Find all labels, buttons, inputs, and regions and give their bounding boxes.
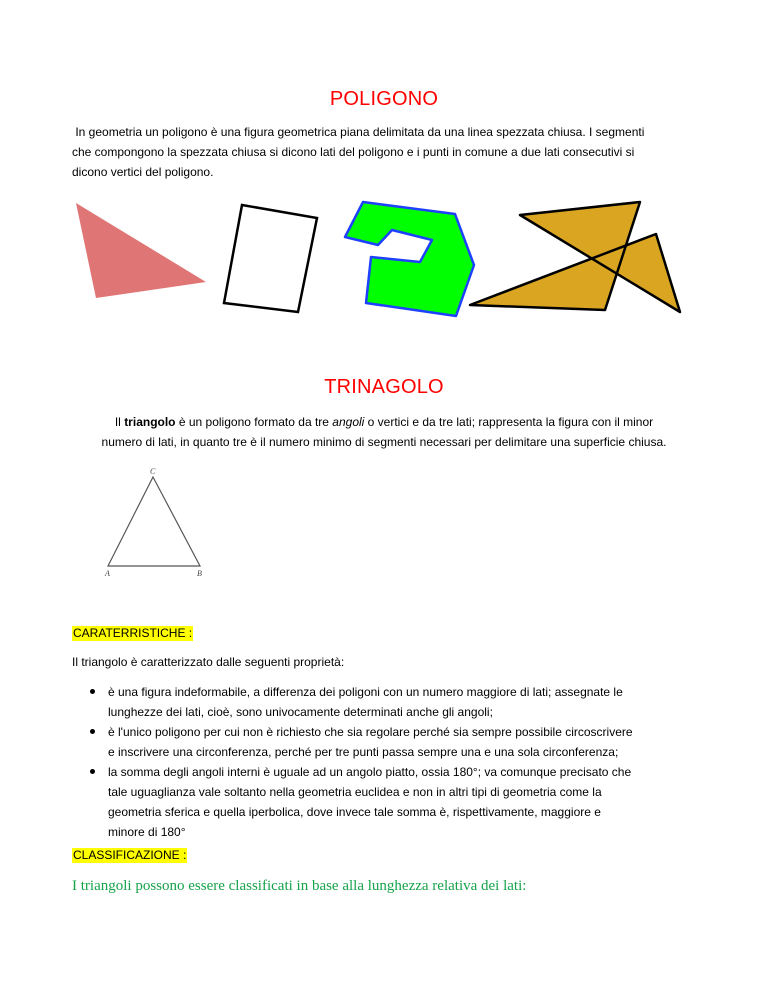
paragraph-line — [40, 412, 728, 432]
classification-line: I triangoli possono essere classificati in base alla lunghezza relativa dei lati: — [72, 878, 527, 894]
bullet-icon — [90, 689, 95, 694]
paragraph-line: In geometria un poligono è una figura geometrica piana delimitata da una linea spezzata chiusa. I segmenti — [72, 125, 645, 139]
triangle-diagram — [100, 464, 210, 580]
list-item-line: la somma degli angoli interni è uguale ad un angolo piatto, ossia 180°; va comunque precisato che — [108, 765, 632, 779]
list-item-line: è una figura indeformabile, a differenza dei poligoni con un numero maggiore di lati; assegnate le — [108, 685, 623, 699]
italic-term: angoli — [332, 415, 365, 429]
star-figure — [470, 202, 680, 312]
vertex-label-c: C — [150, 467, 156, 476]
paragraph-line: numero di lati, in quanto tre è il numero minimo di segmenti necessari per delimitare una superficie chiusa. — [101, 435, 667, 449]
list-item — [90, 682, 700, 722]
list-item — [90, 762, 700, 842]
text-segment: Il — [114, 415, 125, 429]
classificazione-heading: CLASSIFICAZIONE : — [73, 848, 187, 862]
vertex-label-a: A — [105, 569, 110, 578]
paragraph-line: dicono vertici del poligono. — [72, 165, 214, 179]
intro-line: Il triangolo è caratterizzato dalle seguenti proprietà: — [72, 655, 345, 669]
triangolo-paragraph — [40, 412, 728, 452]
list-item-line: geometria sferica e quella iperbolica, dove invece tale somma è, rispettivamente, maggiore e — [108, 805, 601, 819]
bullet-icon — [90, 769, 95, 774]
list-item-line: lunghezze dei lati, cioè, sono univocamente determinati anche gli angoli; — [108, 705, 493, 719]
poligono-title: POLIGONO — [329, 88, 439, 110]
list-item-line: è l'unico poligono per cui non è richiesto che sia regolare perché sia sempre possibile circoscrivere — [108, 725, 633, 739]
text-segment: è un poligono formato da tre — [175, 415, 333, 429]
paragraph-line: che compongono la spezzata chiusa si dicono lati del poligono e i punti in comune a due lati consecutivi si — [72, 145, 635, 159]
polygon-examples — [0, 0, 768, 360]
caratteristiche-intro — [72, 652, 702, 672]
green-spiral-figure — [345, 202, 474, 316]
caratteristiche-heading: CARATERRISTICHE : — [73, 626, 193, 640]
text-segment: o vertici e da tre lati; rappresenta la figura con il minor — [364, 415, 654, 429]
red-triangle-figure — [76, 203, 206, 298]
characteristics-list — [90, 682, 700, 842]
triangolo-title: TRINAGOLO — [324, 376, 444, 398]
list-item-line: tale uguaglianza vale soltanto nella geometria euclidea e non in altri tipi di geometria come la — [108, 785, 602, 799]
vertex-label-b: B — [197, 569, 202, 578]
list-item-line: minore di 180° — [108, 825, 186, 839]
bold-term: triangolo — [124, 415, 176, 429]
list-item — [90, 722, 700, 762]
bullet-icon — [90, 729, 95, 734]
list-item-line: e inscrivere una circonferenza, perché per tre punti passa sempre una e una sola circonferenza; — [108, 745, 619, 759]
rectangle-figure — [224, 205, 317, 312]
